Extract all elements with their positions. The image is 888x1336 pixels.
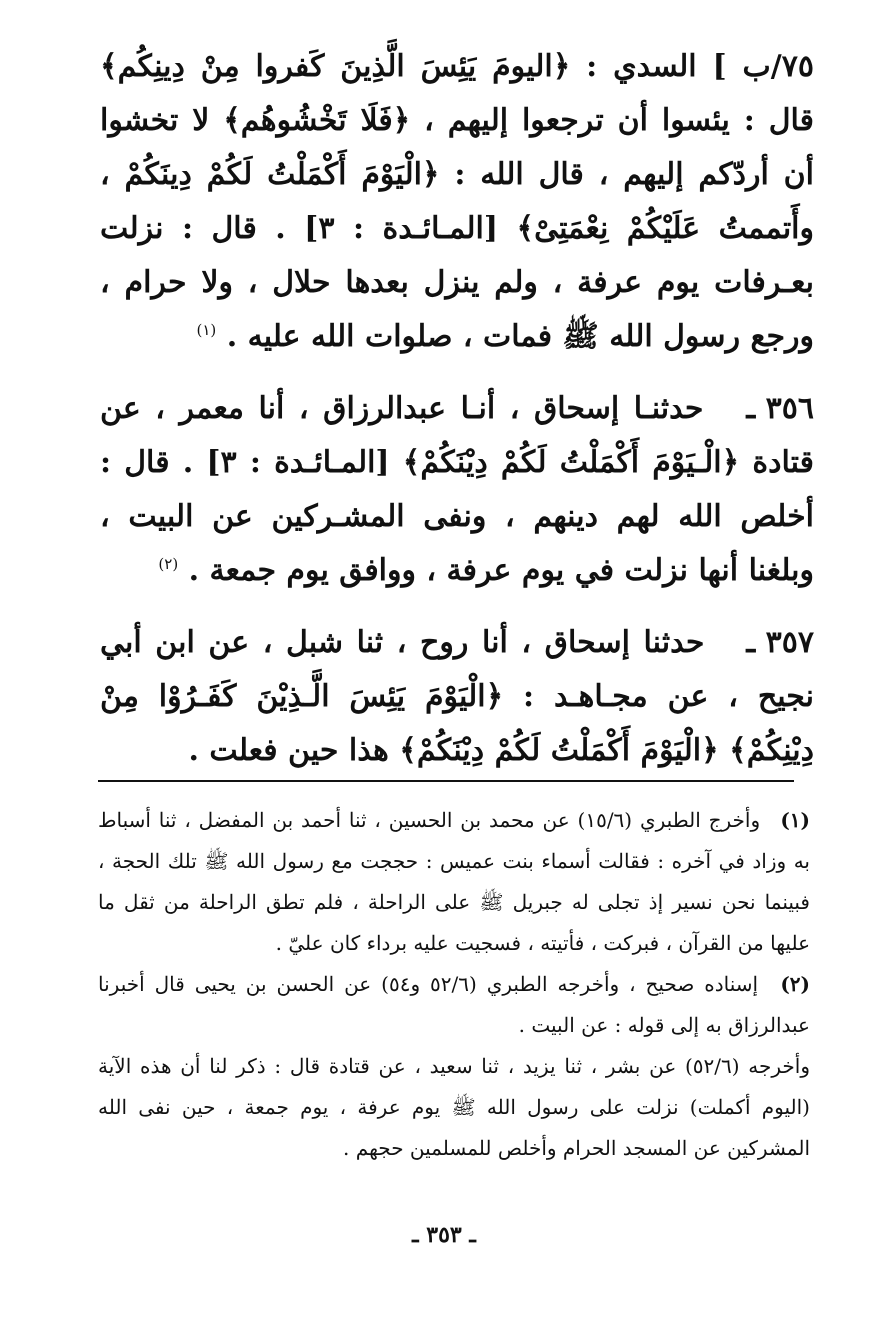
main-text — [100, 40, 814, 778]
footnotes — [98, 800, 810, 1169]
entry-text: حدثنا إسحاق ، أنا روح ، ثنا شبل ، عن ابن أبي نجيح ، عن مجـاهـد : ﴿الْيَوْمَ يَئِسَ الَّـذِيْنَ كَفَـرُوْا مِنْ دِيْنِكُمْ﴾ ﴿الْيَوْمَ أَكْمَلْتُ لَكُمْ دِيْنَكُمْ﴾ هذا حين فعلت . — [100, 625, 814, 768]
entry — [100, 382, 814, 598]
entry-number: ٣٥٦ ـ — [746, 391, 814, 426]
entry — [100, 616, 814, 778]
footnote-divider — [98, 780, 794, 782]
footnote-ref: (١) — [196, 321, 217, 339]
entry-text: حدثنـا إسحاق ، أنـا عبدالرزاق ، أنا معمر ، عن قتادة ﴿الْـيَوْمَ أَكْمَلْتُ لَكُمْ دِيْنَكُمْ﴾ [المـائـدة : ٣] . قال : أخلص الله لهم دينهم ، ونفى المشـركين عن البيت ، وبلغنا أنها نزلت في يوم عرفة ، ووافق يوم جمعة . — [100, 391, 814, 588]
entry — [100, 40, 814, 364]
footnote-mark: (٢) — [780, 972, 810, 996]
footnote — [98, 964, 810, 1169]
footnote-text: وأخرجه (٥٢/٦) عن بشر ، ثنا يزيد ، ثنا سعيد ، عن قتادة قال : ذكر لنا أن هذه الآية (اليوم أكملت) نزلت على رسول الله ﷺ يوم عرفة ، يوم جمعة ، حين نفى الله المشركين عن المسجد الحرام وأخلص للمسلمين حجهم . — [98, 1054, 810, 1160]
footnote-text: وأخرج الطبري (١٥/٦) عن محمد بن الحسين ، ثنا أحمد بن المفضل ، ثنا أسباط به وزاد في آخره : فقالت أسماء بنت عميس : حججت مع رسول الله ﷺ تلك الحجة ، فبينما نحن نسير إذ تجلى له جبريل ﷺ على الراحلة ، فلم تطق الراحلة من ثقل ما عليها من القرآن ، فبركت ، فأتيته ، فسجيت عليه برداء كان عليّ . — [98, 808, 810, 955]
entry-number: ٣٥٧ ـ — [746, 625, 814, 660]
footnote — [98, 800, 810, 964]
footnote-mark: (١) — [780, 808, 811, 832]
footnote-text: إسناده صحيح ، وأخرجه الطبري (٥٢/٦ و٥٤) عن الحسن بن يحيى قال أخبرنا عبدالرزاق به إلى قوله : عن البيت . — [98, 972, 810, 1037]
page-number: ـ ٣٥٣ ـ — [412, 1222, 476, 1248]
entry-text: ٧٥/ب ] السدي : ﴿اليومَ يَئِسَ الَّذِينَ كَفروا مِنْ دِينِكُم﴾ قال : يئسوا أن ترجعوا إليهم ، ﴿فَلَا تَخْشُوهُم﴾ لا تخشوا أن أردّكم إليهم ، قال الله : ﴿الْيَوْمَ أَكْمَلْتُ لَكُمْ دِينَكُمْ ، وأَتممتُ عَلَيْكُمْ نِعْمَتِىْ﴾ [المـائـدة : ٣] . قال : نزلت بعـرفات يوم عرفة ، ولم ينزل بعدها حلال ، ولا حرام ، ورجع رسول الله ﷺ فمات ، صلوات الله عليه . — [100, 49, 814, 354]
footnote-ref: (٢) — [158, 555, 179, 573]
